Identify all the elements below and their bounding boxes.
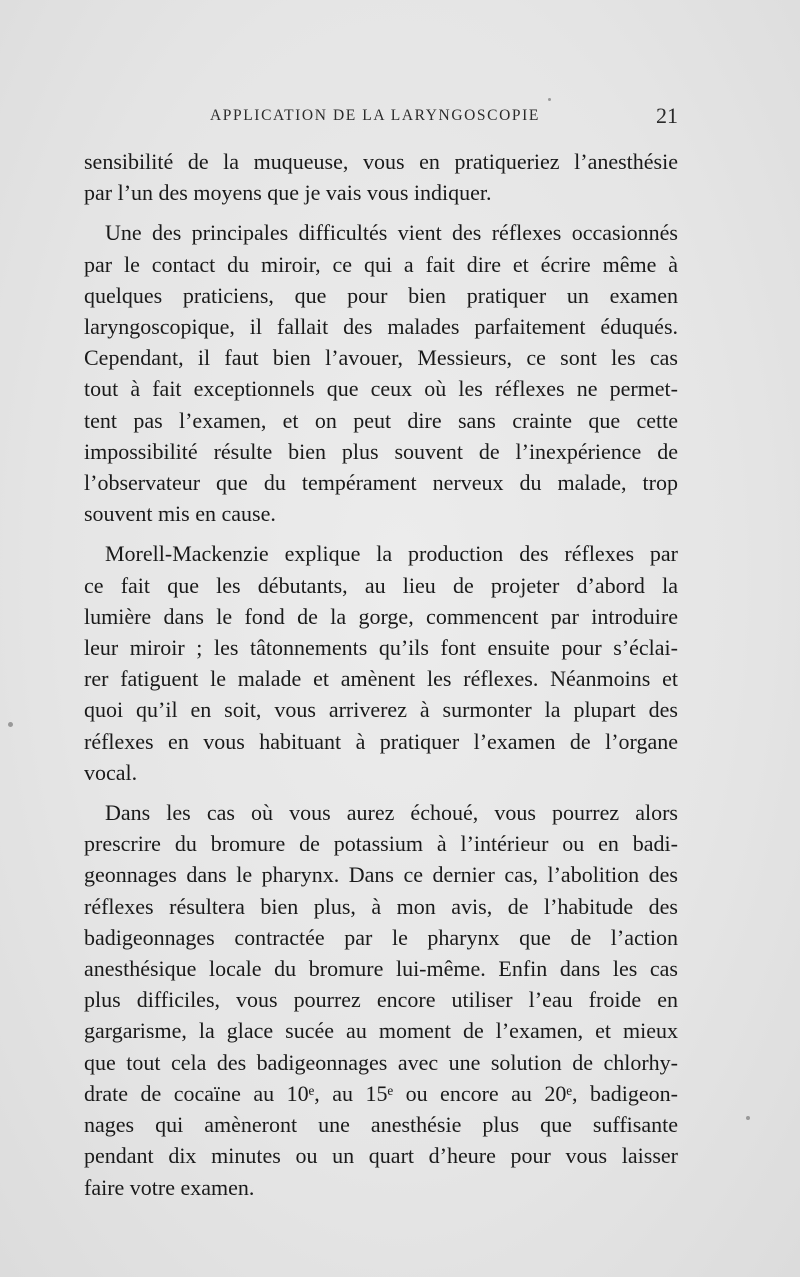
text-line: gargarisme, la glace sucée au moment de l’examen, et mieux <box>84 1018 678 1044</box>
text-line: drate de cocaïne au 10ᵉ, au 15ᵉ ou encore au 20ᵉ, badigeon- <box>84 1080 678 1106</box>
text-line: Dans les cas où vous aurez échoué, vous pourrez alors <box>105 800 678 826</box>
paragraph <box>84 146 678 208</box>
text-line: souvent mis en cause. <box>84 501 276 527</box>
text-line: badigeonnages contractée par le pharynx que de l’action <box>84 924 678 950</box>
text-line: rer fatiguent le malade et amènent les réflexes. Néanmoins et <box>84 666 678 692</box>
text-line: Morell-Mackenzie explique la production des réflexes par <box>105 541 678 567</box>
text-line: quelques praticiens, que pour bien pratiquer un examen <box>84 282 678 308</box>
paragraph <box>84 217 678 529</box>
text-line: lumière dans le fond de la gorge, commencent par introduire <box>84 603 678 629</box>
text-line: l’observateur que du tempérament nerveux du malade, trop <box>84 470 678 496</box>
body-text <box>84 146 678 1212</box>
text-line: Une des principales difficultés vient des réflexes occasionnés <box>105 220 678 246</box>
text-line: ce fait que les débutants, au lieu de projeter d’abord la <box>84 572 678 598</box>
text-line: geonnages dans le pharynx. Dans ce dernier cas, l’abolition des <box>84 862 678 888</box>
text-line: tent pas l’examen, et on peut dire sans crainte que cette <box>84 407 678 433</box>
text-line: tout à fait exceptionnels que ceux où les réflexes ne permet- <box>84 376 678 402</box>
text-line: anesthésique locale du bromure lui-même. Enfin dans les cas <box>84 956 678 982</box>
text-line: leur miroir ; les tâtonnements qu’ils font ensuite pour s’éclai- <box>84 635 678 661</box>
text-line: que tout cela des badigeonnages avec une solution de chlorhy- <box>84 1049 678 1075</box>
text-line: nages qui amèneront une anesthésie plus que suffisante <box>84 1112 678 1138</box>
text-line: impossibilité résulte bien plus souvent de l’inexpérience de <box>84 438 678 464</box>
page-number: 21 <box>656 103 678 128</box>
text-line: quoi qu’il en soit, vous arriverez à surmonter la plupart des <box>84 697 678 723</box>
paper-speck <box>746 1116 750 1120</box>
text-line: réflexes en vous habituant à pratiquer l’examen de l’organe <box>84 728 678 754</box>
text-line: par l’un des moyens que je vais vous indiquer. <box>84 180 492 206</box>
text-line: par le contact du miroir, ce qui a fait dire et écrire même à <box>84 251 678 277</box>
text-line: laryngoscopique, il fallait des malades parfaitement éduqués. <box>84 314 678 340</box>
text-line: faire votre examen. <box>84 1174 255 1200</box>
paper-speck <box>548 98 551 101</box>
paper-speck <box>8 722 13 727</box>
page-header <box>84 103 678 131</box>
running-title: APPLICATION DE LA LARYNGOSCOPIE <box>210 107 540 124</box>
text-line: Cependant, il faut bien l’avouer, Messieurs, ce sont les cas <box>84 345 678 371</box>
text-line: réflexes résultera bien plus, à mon avis, de l’habitude des <box>84 893 678 919</box>
text-line: prescrire du bromure de potassium à l’intérieur ou en badi- <box>84 831 678 857</box>
text-line: vocal. <box>84 759 138 785</box>
text-line: pendant dix minutes ou un quart d’heure pour vous laisser <box>84 1143 678 1169</box>
text-line: sensibilité de la muqueuse, vous en pratiqueriez l’anesthésie <box>84 149 678 174</box>
paragraph <box>84 538 678 788</box>
paragraph <box>84 797 678 1203</box>
text-line: plus difficiles, vous pourrez encore utiliser l’eau froide en <box>84 987 678 1013</box>
